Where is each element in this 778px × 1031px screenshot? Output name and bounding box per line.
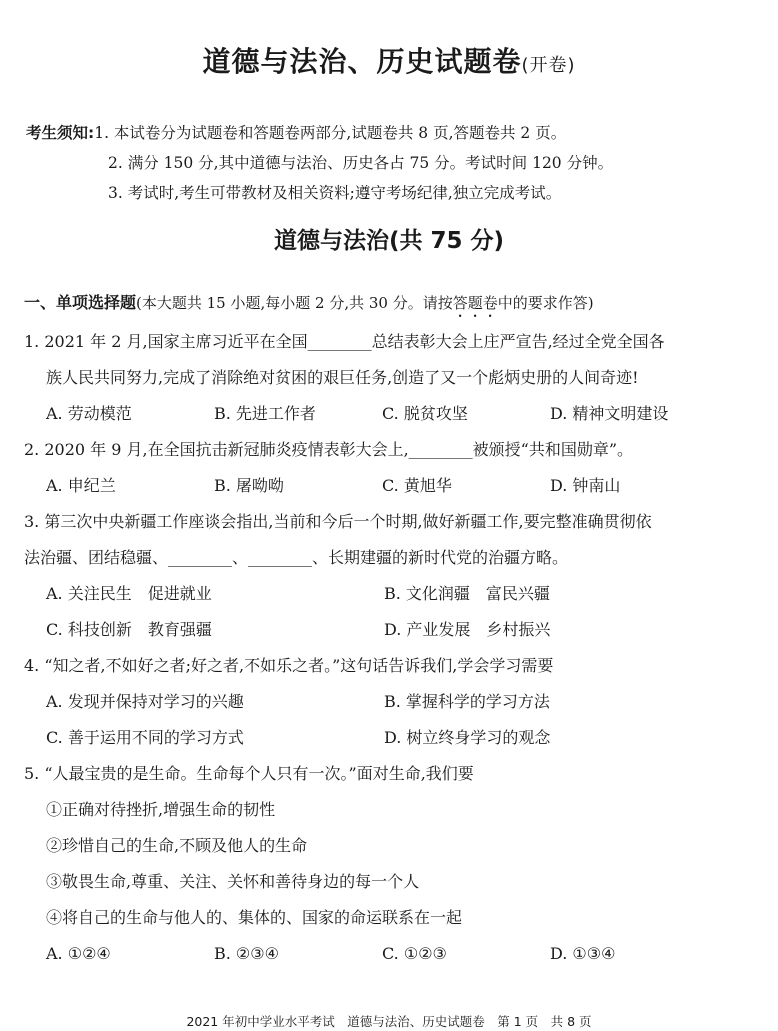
page-footer: 2021 年初中学业水平考试 道德与法治、历史试题卷 第 1 页 共 8 页 [186,1014,592,1029]
question-2 [24,432,766,504]
question-1 [24,324,766,432]
option-b: B. ②③④ [214,944,279,963]
option-row [24,612,766,648]
question-3 [24,504,766,648]
question-stem: 法治疆、团结稳疆、________、________、长期建疆的新时代党的治疆方略。 [24,548,569,567]
question-stem: 5. “人最宝贵的是生命。生命每个人只有一次。”面对生命,我们要 [24,764,474,783]
option-row [24,468,766,504]
option-row [24,720,766,756]
option-d: D. 产业发展 乡村振兴 [384,620,551,639]
part-heading-label: 一、单项选择题 [24,293,137,312]
exam-title-main: 道德与法治、历史试题卷 [202,45,522,78]
part-instruction-emph: 答题卷 [452,294,498,312]
option-b: B. 先进工作者 [214,404,316,423]
part-instruction-before: (本大题共 15 小题,每小题 2 分,共 30 分。请按 [136,294,453,312]
option-a: A. 发现并保持对学习的兴趣 [46,692,244,711]
option-c: C. 脱贫攻坚 [382,404,468,423]
exam-title-suffix: (开卷) [521,55,576,76]
option-d: D. 树立终身学习的观念 [384,728,551,747]
option-b: B. 文化润疆 富民兴疆 [384,584,550,603]
note-row [26,178,766,208]
option-c: C. 科技创新 教育强疆 [46,620,212,639]
question-stem: 族人民共同努力,完成了消除绝对贫困的艰巨任务,创造了又一个彪炳史册的人间奇迹! [46,368,639,387]
option-b: B. 掌握科学的学习方法 [384,692,550,711]
option-c: C. 黄旭华 [382,476,452,495]
option-c: C. ①②③ [382,944,447,963]
question-4 [24,648,766,756]
option-d: D. ①③④ [550,944,616,963]
note-row [26,148,766,178]
note-item: 2. 满分 150 分,其中道德与法治、历史各占 75 分。考试时间 120 分钟。 [108,154,614,172]
statement-4: ④将自己的生命与他人的、集体的、国家的命运联系在一起 [46,908,463,927]
question-stem: 2. 2020 年 9 月,在全国抗击新冠肺炎疫情表彰大会上,________被颁授“共和国勋章”。 [24,440,634,459]
option-d: D. 钟南山 [550,476,621,495]
option-c: C. 善于运用不同的学习方式 [46,728,244,747]
option-row [24,576,766,612]
statement-1: ①正确对待挫折,增强生命的韧性 [46,800,276,819]
option-a: A. 劳动模范 [46,404,132,423]
exam-title [0,40,778,80]
option-b: B. 屠呦呦 [214,476,284,495]
part-heading [24,290,769,321]
option-a: A. 关注民生 促进就业 [46,584,212,603]
note-item: 1. 本试卷分为试题卷和答题卷两部分,试题卷共 8 页,答题卷共 2 页。 [94,124,567,142]
question-list [24,324,766,972]
question-stem: 4. “知之者,不如好之者;好之者,不如乐之者。”这句话告诉我们,学会学习需要 [24,656,554,675]
option-row [24,936,766,972]
candidate-notes [26,118,766,208]
note-item: 3. 考试时,考生可带教材及相关资料;遵守考场纪律,独立完成考试。 [108,184,562,202]
statement-2: ②珍惜自己的生命,不顾及他人的生命 [46,836,308,855]
notes-label: 考生须知: [26,124,95,142]
question-stem: 3. 第三次中央新疆工作座谈会指出,当前和今后一个时期,做好新疆工作,要完整准确贯彻依 [24,512,652,531]
question-5 [24,756,766,972]
option-row [24,684,766,720]
option-d: D. 精神文明建设 [550,404,669,423]
part-instruction-after: 中的要求作答) [497,294,594,312]
section-title: 道德与法治(共 75 分) [273,228,505,254]
option-row [24,396,766,432]
statement-3: ③敬畏生命,尊重、关注、关怀和善待身边的每一个人 [46,872,420,891]
note-row [26,118,766,148]
option-a: A. ①②④ [46,944,111,963]
question-stem: 1. 2021 年 2 月,国家主席习近平在全国________总结表彰大会上庄严宣告,经过全党全国各 [24,332,665,351]
option-a: A. 申纪兰 [46,476,116,495]
